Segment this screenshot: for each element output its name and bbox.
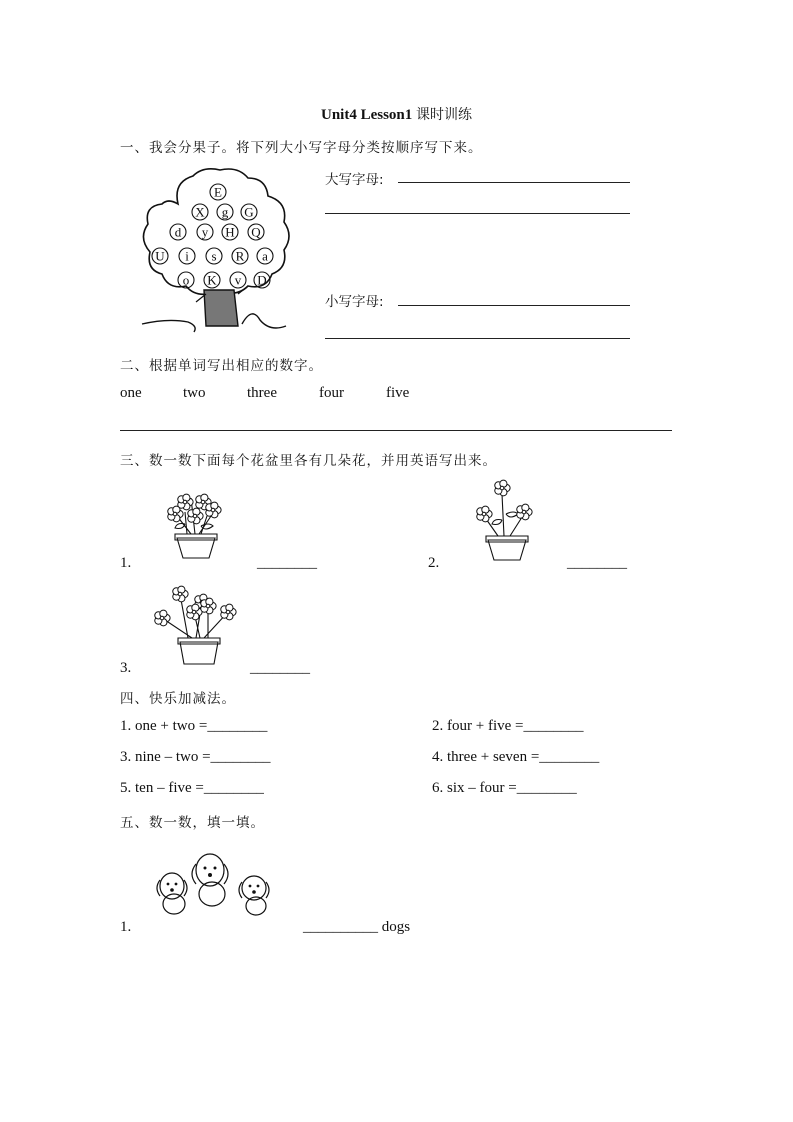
flower-head	[206, 502, 221, 518]
tree-letter: a	[262, 248, 268, 264]
tree-letter: D	[257, 272, 267, 288]
flower-pot-3-icon	[148, 582, 244, 668]
flower-head	[221, 604, 236, 620]
item3-blank[interactable]: ________	[250, 660, 310, 676]
flower-head	[495, 480, 510, 496]
tree-letter: R	[235, 248, 245, 264]
tree-letter: o	[182, 272, 190, 288]
section5-heading: 五、数一数，填一填。	[120, 815, 265, 831]
flower-head	[517, 504, 532, 520]
math-problem-2[interactable]: 2. four + five =________	[432, 718, 584, 734]
item2-number: 2.	[428, 555, 440, 571]
lowercase-answer-line-1[interactable]	[398, 305, 630, 306]
dogs-unit: dogs	[381, 919, 411, 935]
word-three: three	[247, 385, 277, 401]
lowercase-answer-line-2[interactable]	[325, 338, 630, 339]
tree-letter: Q	[251, 224, 261, 240]
letter-tree-illustration	[138, 164, 298, 334]
math-problem-4[interactable]: 4. three + seven =________	[432, 749, 600, 765]
uppercase-answer-line-2[interactable]	[325, 213, 630, 214]
word-five: five	[386, 385, 410, 401]
flower-head	[477, 506, 492, 522]
tree-letter: K	[207, 272, 217, 288]
item2-blank[interactable]: ________	[567, 555, 627, 571]
math-problem-1[interactable]: 1. one + two =________	[120, 718, 268, 734]
item1-number: 1.	[120, 555, 132, 571]
flower-pot-2-icon	[466, 474, 546, 564]
tree-letter: E	[214, 184, 222, 200]
section3-heading: 三、数一数下面每个花盆里各有几朵花，并用英语写出来。	[120, 453, 497, 469]
item3-number: 3.	[120, 660, 132, 676]
item1-blank[interactable]: ________	[257, 555, 317, 571]
word-four: four	[319, 385, 344, 401]
math-problem-3[interactable]: 3. nine – two =________	[120, 749, 271, 765]
flower-head	[188, 508, 203, 524]
dogs-illustration	[152, 850, 272, 920]
dogs-blank[interactable]: __________	[303, 919, 378, 935]
section1-heading: 一、我会分果子。将下列大小写字母分类按顺序写下来。	[120, 140, 483, 156]
tree-letter: g	[221, 204, 229, 220]
word-two: two	[183, 385, 206, 401]
page-title	[0, 104, 793, 124]
flower-pot-1-icon	[155, 482, 235, 562]
flower-head	[155, 610, 170, 626]
tree-letter: d	[174, 224, 182, 240]
dogs-item-number: 1.	[120, 919, 132, 935]
tree-letter: H	[225, 224, 235, 240]
flower-head	[178, 494, 193, 510]
word-one: one	[120, 385, 142, 401]
tree-letter: s	[211, 248, 217, 264]
section4-heading: 四、快乐加减法。	[120, 691, 236, 707]
lowercase-label: 小写字母:	[325, 294, 384, 310]
tree-letter: G	[244, 204, 254, 220]
numbers-answer-line[interactable]	[120, 430, 672, 431]
tree-letter: v	[234, 272, 242, 288]
tree-letter: y	[201, 224, 209, 240]
math-problem-5[interactable]: 5. ten – five =________	[120, 780, 264, 796]
dogs-answer-row	[303, 919, 410, 936]
title-en: Unit4 Lesson1	[320, 107, 413, 123]
tree-letter: X	[195, 204, 205, 220]
uppercase-label: 大写字母:	[325, 172, 384, 188]
tree-letter: i	[185, 248, 189, 264]
tree-letters	[152, 184, 273, 288]
title-cn: 课时训练	[416, 107, 473, 123]
uppercase-answer-line-1[interactable]	[398, 182, 630, 183]
flower-head	[201, 598, 216, 614]
tree-letter: U	[155, 248, 165, 264]
section2-heading: 二、根据单词写出相应的数字。	[120, 358, 323, 374]
math-problem-6[interactable]: 6. six – four =________	[432, 780, 577, 796]
flower-head	[173, 586, 188, 602]
